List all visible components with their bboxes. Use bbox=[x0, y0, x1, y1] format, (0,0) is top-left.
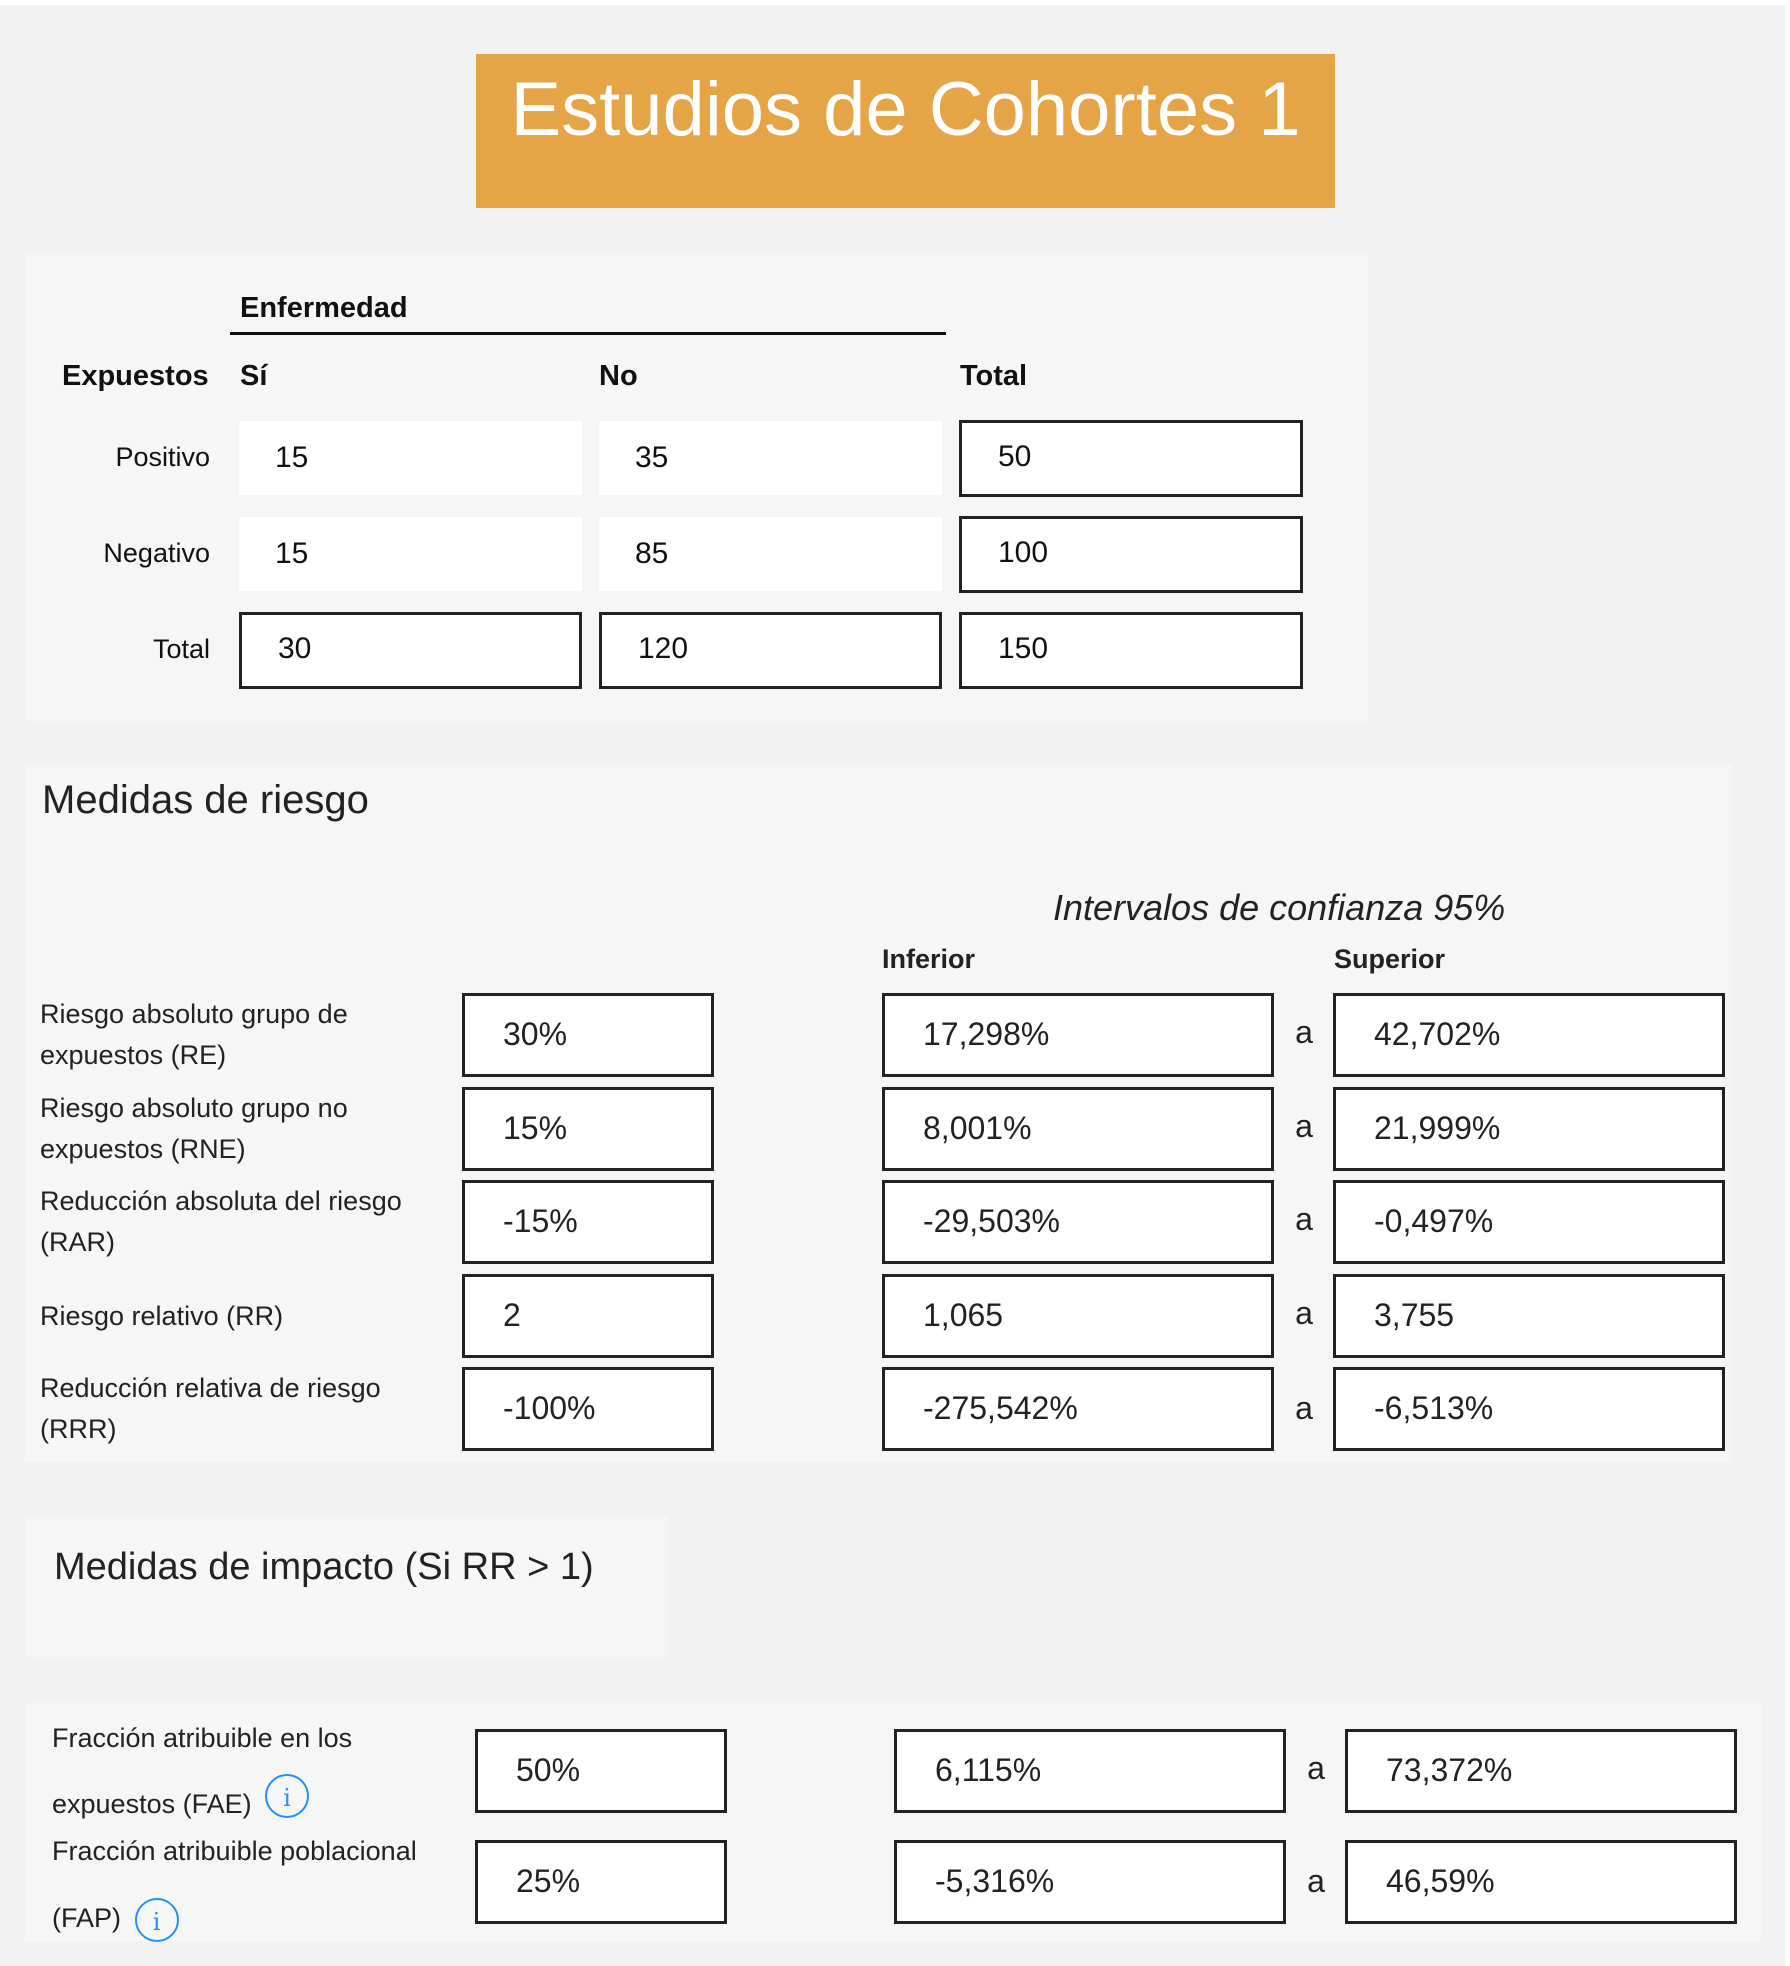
risk-upper-rr: 3,755 bbox=[1333, 1274, 1725, 1358]
top-border bbox=[0, 0, 1790, 5]
total-positivo: 50 bbox=[959, 420, 1303, 497]
ci-lower-header: Inferior bbox=[882, 944, 976, 974]
risk-label-rr: Riesgo relativo (RR) bbox=[40, 1301, 284, 1331]
impact-lower-fae: 6,115% bbox=[894, 1729, 1286, 1813]
row-label-total: Total bbox=[152, 634, 210, 664]
col-si-header: Sí bbox=[240, 360, 268, 392]
right-border bbox=[1786, 0, 1790, 1966]
impact-label-fae-line2: expuestos (FAE) i bbox=[52, 1784, 309, 1825]
risk-section-title: Medidas de riesgo bbox=[42, 778, 369, 822]
risk-lower-rrr: -275,542% bbox=[882, 1367, 1274, 1451]
impact-value-fae: 50% bbox=[475, 1729, 727, 1813]
risk-upper-rne: 21,999% bbox=[1333, 1087, 1725, 1171]
risk-sep-rrr: a bbox=[1295, 1390, 1313, 1426]
risk-upper-rrr: -6,513% bbox=[1333, 1367, 1725, 1451]
impact-lower-fap: -5,316% bbox=[894, 1840, 1286, 1924]
risk-value-rrr: -100% bbox=[462, 1367, 714, 1451]
total-no: 120 bbox=[599, 612, 942, 689]
impact-value-fap: 25% bbox=[475, 1840, 727, 1924]
impact-sep-fae: a bbox=[1307, 1750, 1325, 1786]
risk-value-rar: -15% bbox=[462, 1180, 714, 1264]
total-grand: 150 bbox=[959, 612, 1303, 689]
col-total-header: Total bbox=[960, 360, 1028, 392]
risk-value-rne: 15% bbox=[462, 1087, 714, 1171]
total-si: 30 bbox=[239, 612, 582, 689]
impact-sep-fap: a bbox=[1307, 1863, 1325, 1899]
info-icon[interactable]: i bbox=[135, 1898, 179, 1942]
risk-label-rar: Reducción absoluta del riesgo (RAR) bbox=[40, 1186, 402, 1257]
risk-label-rrr: Reducción relativa de riesgo (RRR) bbox=[40, 1373, 381, 1444]
ci-upper-header: Superior bbox=[1334, 944, 1446, 974]
impact-section-title: Medidas de impacto (Si RR > 1) bbox=[54, 1546, 594, 1588]
risk-upper-rar: -0,497% bbox=[1333, 1180, 1725, 1264]
risk-value-rr: 2 bbox=[462, 1274, 714, 1358]
risk-lower-rar: -29,503% bbox=[882, 1180, 1274, 1264]
total-negativo: 100 bbox=[959, 516, 1303, 593]
disease-header: Enfermedad bbox=[240, 292, 408, 324]
input-positivo-si[interactable]: 15 bbox=[239, 421, 582, 495]
risk-label-rne: Riesgo absoluto grupo no expuestos (RNE) bbox=[40, 1093, 348, 1164]
col-no-header: No bbox=[599, 360, 638, 392]
ci-title: Intervalos de confianza 95% bbox=[1053, 887, 1506, 928]
row-label-negativo: Negativo bbox=[103, 538, 210, 568]
risk-sep-re: a bbox=[1295, 1014, 1313, 1050]
risk-sep-rar: a bbox=[1295, 1201, 1313, 1237]
risk-value-re: 30% bbox=[462, 993, 714, 1077]
input-negativo-no[interactable]: 85 bbox=[599, 517, 942, 591]
impact-label-fap-line2: (FAP) i bbox=[52, 1898, 179, 1942]
impact-upper-fap: 46,59% bbox=[1345, 1840, 1737, 1924]
risk-upper-re: 42,702% bbox=[1333, 993, 1725, 1077]
risk-lower-rr: 1,065 bbox=[882, 1274, 1274, 1358]
row-label-positivo: Positivo bbox=[115, 442, 210, 472]
page-title: Estudios de Cohortes 1 bbox=[476, 54, 1335, 208]
input-negativo-si[interactable]: 15 bbox=[239, 517, 582, 591]
impact-label-fap-line1: Fracción atribuible poblacional bbox=[52, 1836, 417, 1866]
disease-header-underline bbox=[230, 332, 946, 335]
impact-label-fae-line1: Fracción atribuible en los bbox=[52, 1723, 353, 1753]
info-icon[interactable]: i bbox=[265, 1774, 309, 1818]
risk-label-re: Riesgo absoluto grupo de expuestos (RE) bbox=[40, 999, 348, 1070]
risk-sep-rr: a bbox=[1295, 1295, 1313, 1331]
input-positivo-no[interactable]: 35 bbox=[599, 421, 942, 495]
risk-lower-rne: 8,001% bbox=[882, 1087, 1274, 1171]
risk-sep-rne: a bbox=[1295, 1108, 1313, 1144]
exposed-header: Expuestos bbox=[62, 360, 209, 392]
risk-lower-re: 17,298% bbox=[882, 993, 1274, 1077]
impact-upper-fae: 73,372% bbox=[1345, 1729, 1737, 1813]
